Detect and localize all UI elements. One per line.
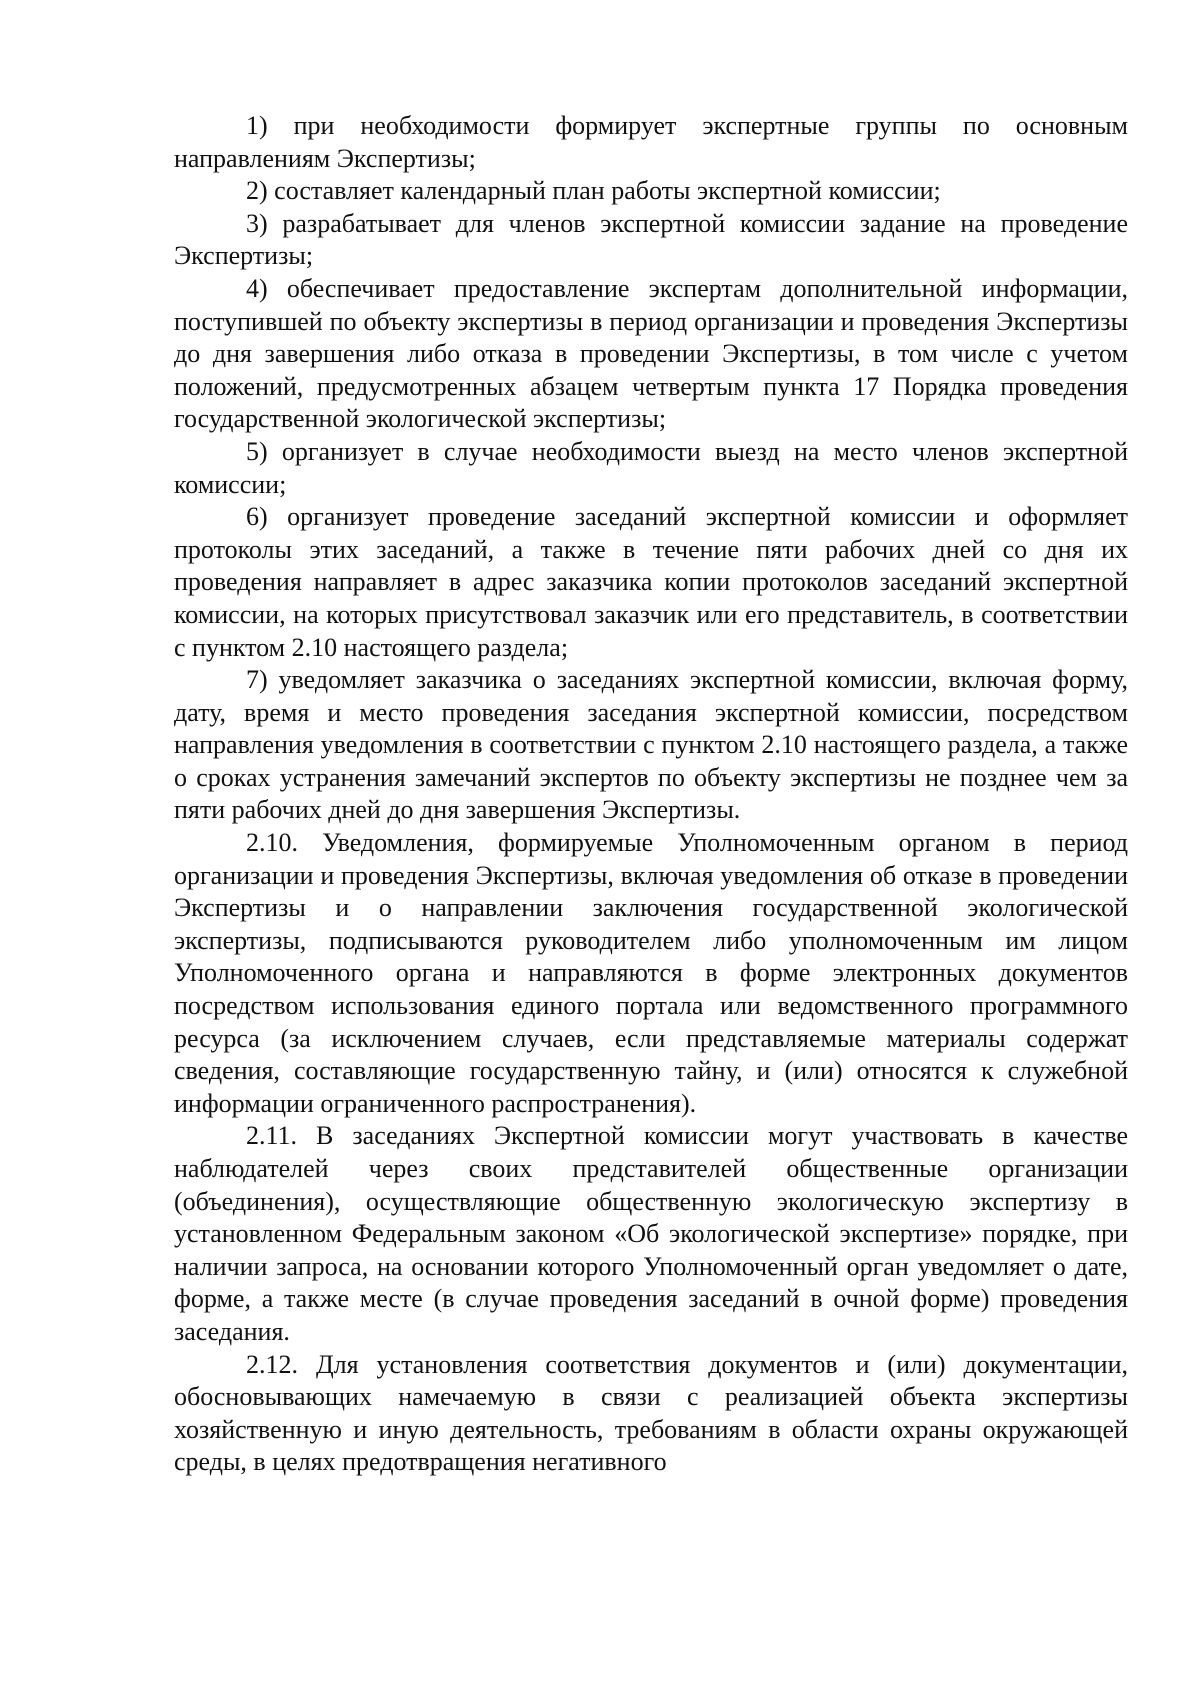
- paragraph-item-6: 6) организует проведение заседаний экспертной комиссии и оформляет протоколы этих заседаний, а также в течение пяти рабочих дней со дня их проведения направляет в адрес заказчика копии протоколов заседаний экспертной комиссии, на которых присутствовал заказчик или его представитель, в соответствии с пунктом 2.10 настоящего раздела;: [174, 502, 1128, 662]
- paragraph-2-11: 2.11. В заседаниях Экспертной комиссии могут участвовать в качестве наблюдателей через своих представителей общественные организации (объединения), осуществляющие общественную экологическую экспертизу в установленном Федеральным законом «Об экологической экспертизе» порядке, при наличии запроса, на основании которого Уполномоченный орган уведомляет о дате, форме, а также месте (в случае проведения заседаний в очной форме) проведения заседания.: [174, 1121, 1128, 1346]
- document-page: [174, 110, 1128, 1479]
- paragraph-2-10: 2.10. Уведомления, формируемые Уполномоченным органом в период организации и проведения Экспертизы, включая уведомления об отказе в проведении Экспертизы и о направлении заключения государственной экологической экспертизы, подписываются руководителем либо уполномоченным им лицом Уполномоченного органа и направляются в форме электронных документов посредством использования единого портала или ведомственного программного ресурса (за исключением случаев, если представляемые материалы содержат сведения, составляющие государственную тайну, и (или) относятся к служебной информации ограниченного распространения).: [174, 828, 1128, 1118]
- paragraph-item-1: 1) при необходимости формирует экспертные группы по основным направлениям Экспертизы;: [174, 111, 1128, 173]
- paragraph-2-12: 2.12. Для установления соответствия документов и (или) документации, обосновывающих намечаемую в связи с реализацией объекта экспертизы хозяйственную и иную деятельность, требованиям в области охраны окружающей среды, в целях предотвращения негативного: [174, 1349, 1128, 1477]
- paragraph-item-4: 4) обеспечивает предоставление экспертам дополнительной информации, поступившей по объекту экспертизы в период организации и проведения Экспертизы до дня завершения либо отказа в проведении Экспертизы, в том числе с учетом положений, предусмотренных абзацем четвертым пункта 17 Порядка проведения государственной экологической экспертизы;: [174, 273, 1128, 434]
- paragraph-item-5: 5) организует в случае необходимости выезд на место членов экспертной комиссии;: [174, 436, 1128, 499]
- paragraph-item-3: 3) разрабатывает для членов экспертной комиссии задание на проведение Экспертизы;: [174, 208, 1128, 271]
- paragraph-item-2: 2) составляет календарный план работы экспертной комиссии;: [246, 176, 941, 206]
- paragraph-item-7: 7) уведомляет заказчика о заседаниях экспертной комиссии, включая форму, дату, время и место проведения заседания экспертной комиссии, посредством направления уведомления в соответствии с пунктом 2.10 настоящего раздела, а также о сроках устранения замечаний экспертов по объекту экспертизы не позднее чем за пяти рабочих дней до дня завершения Экспертизы.: [174, 665, 1128, 825]
